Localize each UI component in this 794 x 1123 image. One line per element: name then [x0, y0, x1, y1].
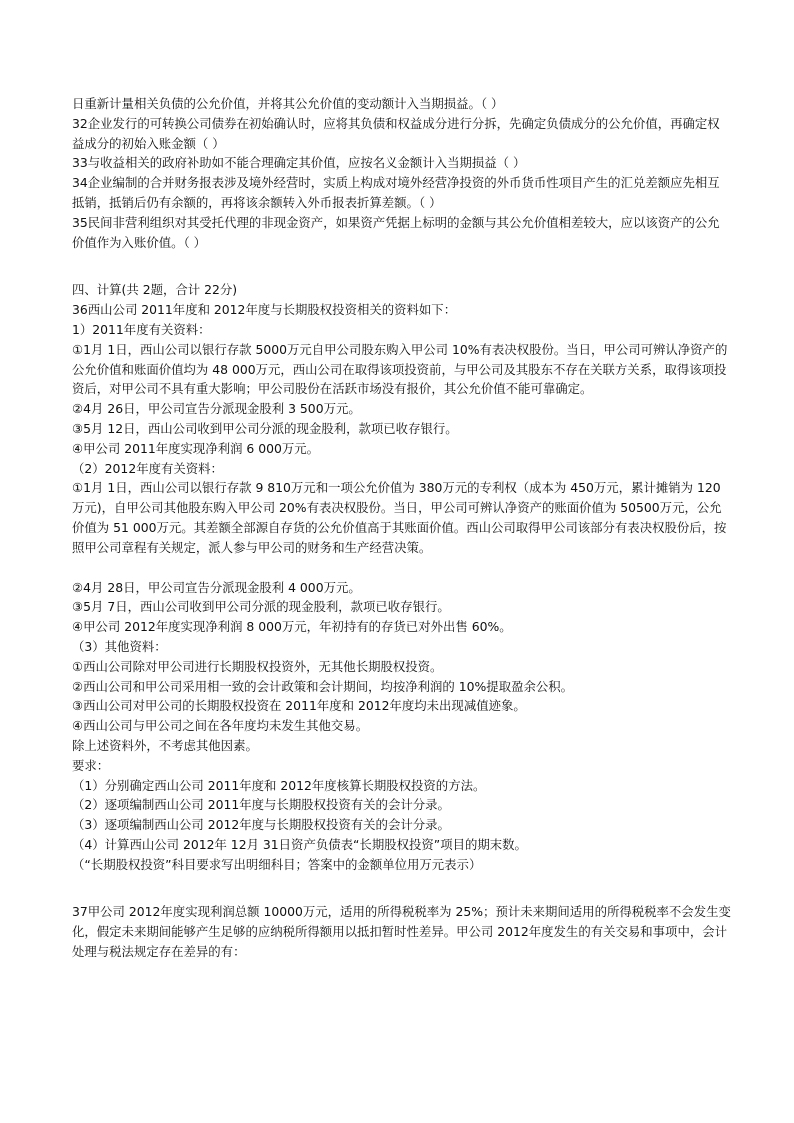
- document-page: [72, 94, 732, 962]
- question-35: 35民间非营利组织对其受托代理的非现金资产，如果资产凭据上标明的金额与其公允价值相差较大，应以该资产的公允价值作为入账价值。（ ）: [72, 214, 720, 250]
- requirement: （2）逐项编制西山公司 2011年度与长期股权投资有关的会计分录。: [72, 797, 450, 813]
- paragraph: ②4月 28日，甲公司宣告分派现金股利 4 000万元。: [72, 579, 361, 595]
- question-36-intro: 36西山公司 2011年度和 2012年度与长期股权投资相关的资料如下：: [72, 302, 457, 318]
- requirements-heading: 要求：: [72, 757, 110, 773]
- requirement: （3）逐项编制西山公司 2012年度与长期股权投资有关的会计分录。: [72, 817, 450, 833]
- subheading-2012: （2）2012年度有关资料：: [72, 460, 223, 476]
- paragraph: ①1月 1日，西山公司以银行存款 9 810万元和一项公允价值为 380万元的专利权（成本为 450万元，累计摊销为 120万元)，自甲公司其他股东购入甲公司 20%有表决权股份。当日，甲公司可辨认净资产的账面价值为 50500万元，公允价值为 51 000万元。其差额全部源自存货的公允价值高于其账面价值。西山公司取得甲公司该部分有表决权股份后，按照甲公司章程有关规定，派人参与甲公司的财务和生产经营决策。: [72, 480, 727, 555]
- section-heading: 四、计算(共 2题，合计 22分): [72, 282, 238, 298]
- paragraph: ①1月 1日，西山公司以银行存款 5000万元自甲公司股东购入甲公司 10%有表决权股份。当日，甲公司可辨认净资产的公允价值和账面价值均为 48 000万元，西山公司在取得该项投资前，与甲公司及其股东不存在关联方关系，取得该项投资后，对甲公司不具有重大影响；甲公司股份在活跃市场没有报价，其公允价值不能可靠确定。: [72, 341, 728, 397]
- paragraph: ④西山公司与甲公司之间在各年度均未发生其他交易。: [72, 718, 369, 734]
- requirement: （4）计算西山公司 2012年 12月 31日资产负债表“长期股权投资”项目的期末数。: [72, 836, 527, 852]
- question-32: 32企业发行的可转换公司债券在初始确认时，应将其负债和权益成分进行分拆，先确定负债成分的公允价值，再确定权益成分的初始入账金额（ ）: [72, 115, 720, 151]
- paragraph: ③西山公司对甲公司的长期股权投资在 2011年度和 2012年度均未出现减值迹象。: [72, 698, 526, 714]
- paragraph: 日重新计量相关负债的公允价值，并将其公允价值的变动额计入当期损益。（ ）: [72, 96, 504, 111]
- paragraph: 除上述资料外，不考虑其他因素。: [72, 737, 258, 753]
- requirement-note: （“长期股权投资”科目要求写出明细科目；答案中的金额单位用万元表示）: [72, 856, 482, 872]
- paragraph: 37甲公司 2012年度实现利润总额 10000万元，适用的所得税税率为 25%；预计未来期间适用的所得税税率不会发生变化，假定未来期间能够产生足够的应纳税所得额用以抵扣暂时性差异。甲公司 2012年度发生的有关交易和事项中，会计处理与税法规定存在差异的有：: [72, 904, 731, 960]
- subheading-2011: 1）2011年度有关资料：: [72, 321, 211, 337]
- true-false-questions: [72, 94, 732, 252]
- paragraph: ③5月 12日，西山公司收到甲公司分派的现金股利，款项已收存银行。: [72, 420, 458, 436]
- subheading-other: （3）其他资料：: [72, 638, 167, 654]
- question-37: [72, 902, 732, 961]
- question-33: 33与收益相关的政府补助如不能合理确定其价值，应按名义金额计入当期损益（ ）: [72, 155, 526, 171]
- calculation-section: [72, 280, 732, 557]
- paragraph: ④甲公司 2011年度实现净利润 6 000万元。: [72, 440, 320, 456]
- question-34: 34企业编制的合并财务报表涉及境外经营时，实质上构成对境外经营净投资的外币货币性项目产生的汇兑差额应先相互抵销，抵销后仍有余额的，再将该余额转入外币报表折算差额。（ ）: [72, 175, 720, 210]
- paragraph: ④甲公司 2012年度实现净利润 8 000万元，年初持有的存货已对外出售 60%。: [72, 619, 512, 635]
- paragraph: ③5月 7日，西山公司收到甲公司分派的现金股利，款项已收存银行。: [72, 599, 450, 615]
- paragraph: ②西山公司和甲公司采用相一致的会计政策和会计期间，均按净利润的 10%提取盈余公积。: [72, 678, 574, 694]
- paragraph: ①西山公司除对甲公司进行长期股权投资外，无其他长期股权投资。: [72, 658, 443, 674]
- requirement: （1）分别确定西山公司 2011年度和 2012年度核算长期股权投资的方法。: [72, 777, 486, 793]
- paragraph: ②4月 26日，甲公司宣告分派现金股利 3 500万元。: [72, 401, 361, 417]
- calculation-continued: [72, 578, 732, 875]
